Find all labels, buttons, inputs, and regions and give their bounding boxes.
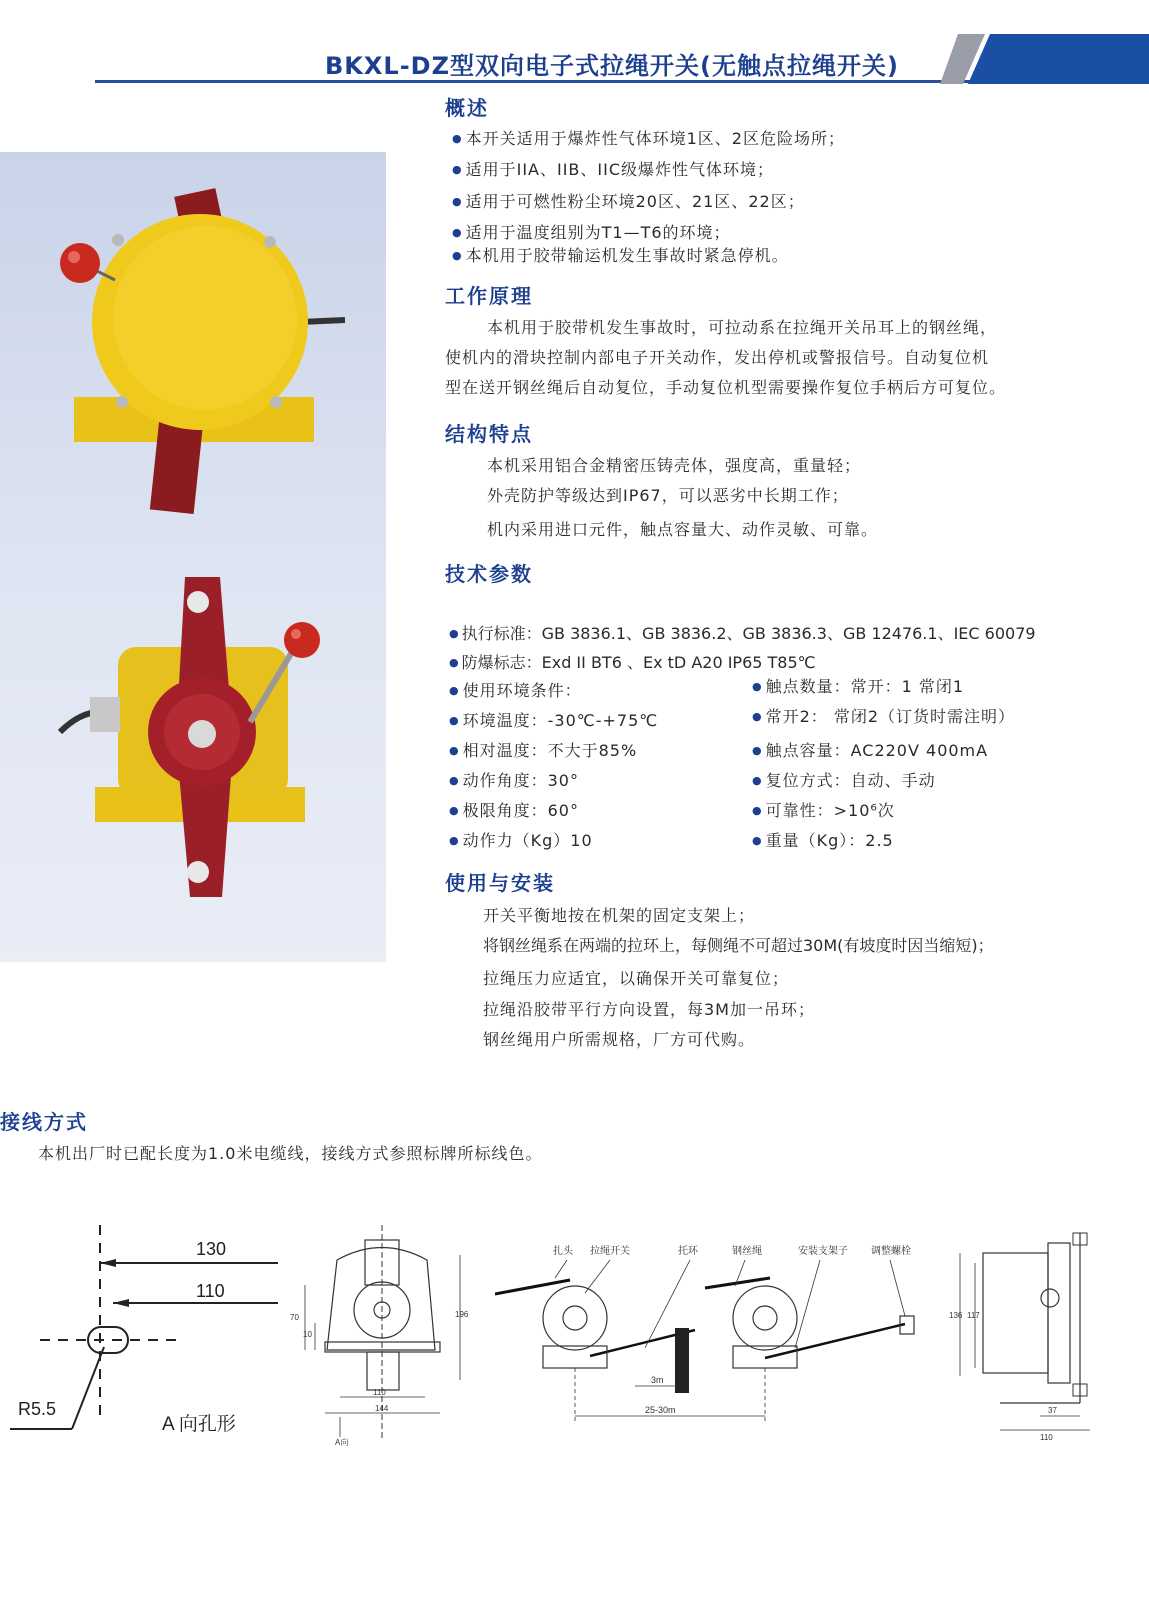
label-zatou: 扎头 xyxy=(553,1246,573,1257)
overview-item: ● 适用于温度组别为T1—T6的环境； xyxy=(452,220,731,243)
install-line: 拉绳沿胶带平行方向设置，每3M加一吊环； xyxy=(483,1000,815,1019)
structure-line: 机内采用进口元件，触点容量大、动作灵敏、可靠。 xyxy=(487,520,879,539)
dim-136: 136 xyxy=(949,1311,963,1320)
dim-110: 110 xyxy=(196,1281,225,1301)
dim-10: 10 xyxy=(303,1330,312,1339)
dim-37: 37 xyxy=(1048,1406,1057,1415)
dim-196: 196 xyxy=(455,1310,469,1319)
product-photo-top xyxy=(0,152,386,542)
front-view-diagram xyxy=(285,1225,475,1455)
install-line: 开关平衡地按在机架的固定支架上； xyxy=(483,906,756,925)
hole-shape-diagram xyxy=(0,1225,290,1450)
spec-left-item: ● 动作角度：30° xyxy=(449,768,579,791)
label-bolt: 调整螺栓 xyxy=(871,1246,911,1257)
dim-144: 144 xyxy=(375,1404,389,1413)
dim-25-30m: 25-30m xyxy=(645,1405,676,1415)
label-switch: 拉绳开关 xyxy=(590,1246,630,1257)
install-line: 钢丝绳用户所需规格，厂方可代购。 xyxy=(483,1030,756,1049)
dim-r55: R5.5 xyxy=(18,1399,57,1419)
header-banner xyxy=(940,34,1149,84)
structure-line: 外壳防护等级达到IP67，可以恶劣中长期工作； xyxy=(487,486,849,505)
principle-line: 本机用于胶带机发生事故时，可拉动系在拉绳开关吊耳上的钢丝绳， xyxy=(487,318,998,337)
wiring-text: 本机出厂时已配长度为1.0米电缆线，接线方式参照标牌所标线色。 xyxy=(38,1144,543,1163)
dim-110: 110 xyxy=(373,1388,386,1397)
title-underline xyxy=(95,80,1055,83)
structure-heading: 结构特点 xyxy=(445,422,533,446)
specs-heading: 技术参数 xyxy=(445,562,533,586)
dim-110: 110 xyxy=(1040,1433,1053,1442)
principle-line: 使机内的滑块控制内部电子开关动作，发出停机或警报信号。自动复位机 xyxy=(445,348,990,367)
hole-caption: A 向孔形 xyxy=(162,1414,236,1435)
structure-line: 本机采用铝合金精密压铸壳体，强度高，重量轻； xyxy=(487,456,862,475)
installation-diagram xyxy=(495,1238,930,1433)
spec-left-item: ● 使用环境条件： xyxy=(449,678,582,701)
spec-right-item: ● 重量（Kg）：2.5 xyxy=(752,828,894,851)
overview-item: ● 本机用于胶带输运机发生事故时紧急停机。 xyxy=(452,243,789,266)
overview-heading: 概述 xyxy=(445,96,489,120)
spec-right-item: ● 触点数量：常开：1 常闭1 xyxy=(752,674,964,697)
install-heading: 使用与安装 xyxy=(445,871,555,895)
spec-right-item: ● 触点容量：AC220V 400mA xyxy=(752,738,988,761)
overview-item: ● 适用于可燃性粉尘环境20区、21区、22区； xyxy=(452,189,805,212)
spec-right-item: ● 可靠性：>10⁶次 xyxy=(752,798,895,821)
spec-exmark: ● 防爆标志：Exd II BT6 、Ex tD A20 IP65 T85℃ xyxy=(449,650,816,673)
install-line: 将钢丝绳系在两端的拉环上，每侧绳不可超过30M(有坡度时因当缩短)； xyxy=(483,936,994,955)
overview-item: ● 适用于IIA、IIB、IIC级爆炸性气体环境； xyxy=(452,157,774,180)
spec-right-item: ● 复位方式：自动、手动 xyxy=(752,768,936,791)
principle-line: 型在送开钢丝绳后自动复位，手动复位机型需要操作复位手柄后方可复位。 xyxy=(445,378,1007,397)
dim-130: 130 xyxy=(196,1239,227,1259)
product-photo-panel xyxy=(0,152,386,962)
side-view-diagram xyxy=(945,1228,1095,1443)
wiring-heading: 接线方式 xyxy=(0,1110,88,1134)
dim-3m: 3m xyxy=(651,1375,664,1385)
spec-left-item: ● 相对温度：不大于85% xyxy=(449,738,637,761)
label-bracket: 安装支架子 xyxy=(798,1246,848,1257)
product-photo-bottom xyxy=(0,562,386,952)
a-view-label: A向 xyxy=(335,1438,349,1447)
spec-right-item: ● 常开2： 常闭2（订货时需注明） xyxy=(752,704,1015,727)
overview-item: ● 本开关适用于爆炸性气体环境1区、2区危险场所； xyxy=(452,126,845,149)
label-tuohuan: 托环 xyxy=(678,1246,698,1257)
spec-left-item: ● 极限角度：60° xyxy=(449,798,579,821)
spec-left-item: ● 环境温度：-30℃-+75℃ xyxy=(449,708,658,731)
spec-standard: ● 执行标准：GB 3836.1、GB 3836.2、GB 3836.3、GB 12476.1、IEC 60079 xyxy=(449,621,1036,644)
dim-70: 70 xyxy=(290,1313,299,1322)
install-line: 拉绳压力应适宜，以确保开关可靠复位； xyxy=(483,969,790,988)
dim-117: 117 xyxy=(967,1311,980,1320)
page-title: BKXL-DZ型双向电子式拉绳开关(无触点拉绳开关) xyxy=(325,52,899,80)
principle-heading: 工作原理 xyxy=(445,284,533,308)
label-wire: 钢丝绳 xyxy=(732,1246,762,1257)
spec-left-item: ● 动作力（Kg）10 xyxy=(449,828,593,851)
